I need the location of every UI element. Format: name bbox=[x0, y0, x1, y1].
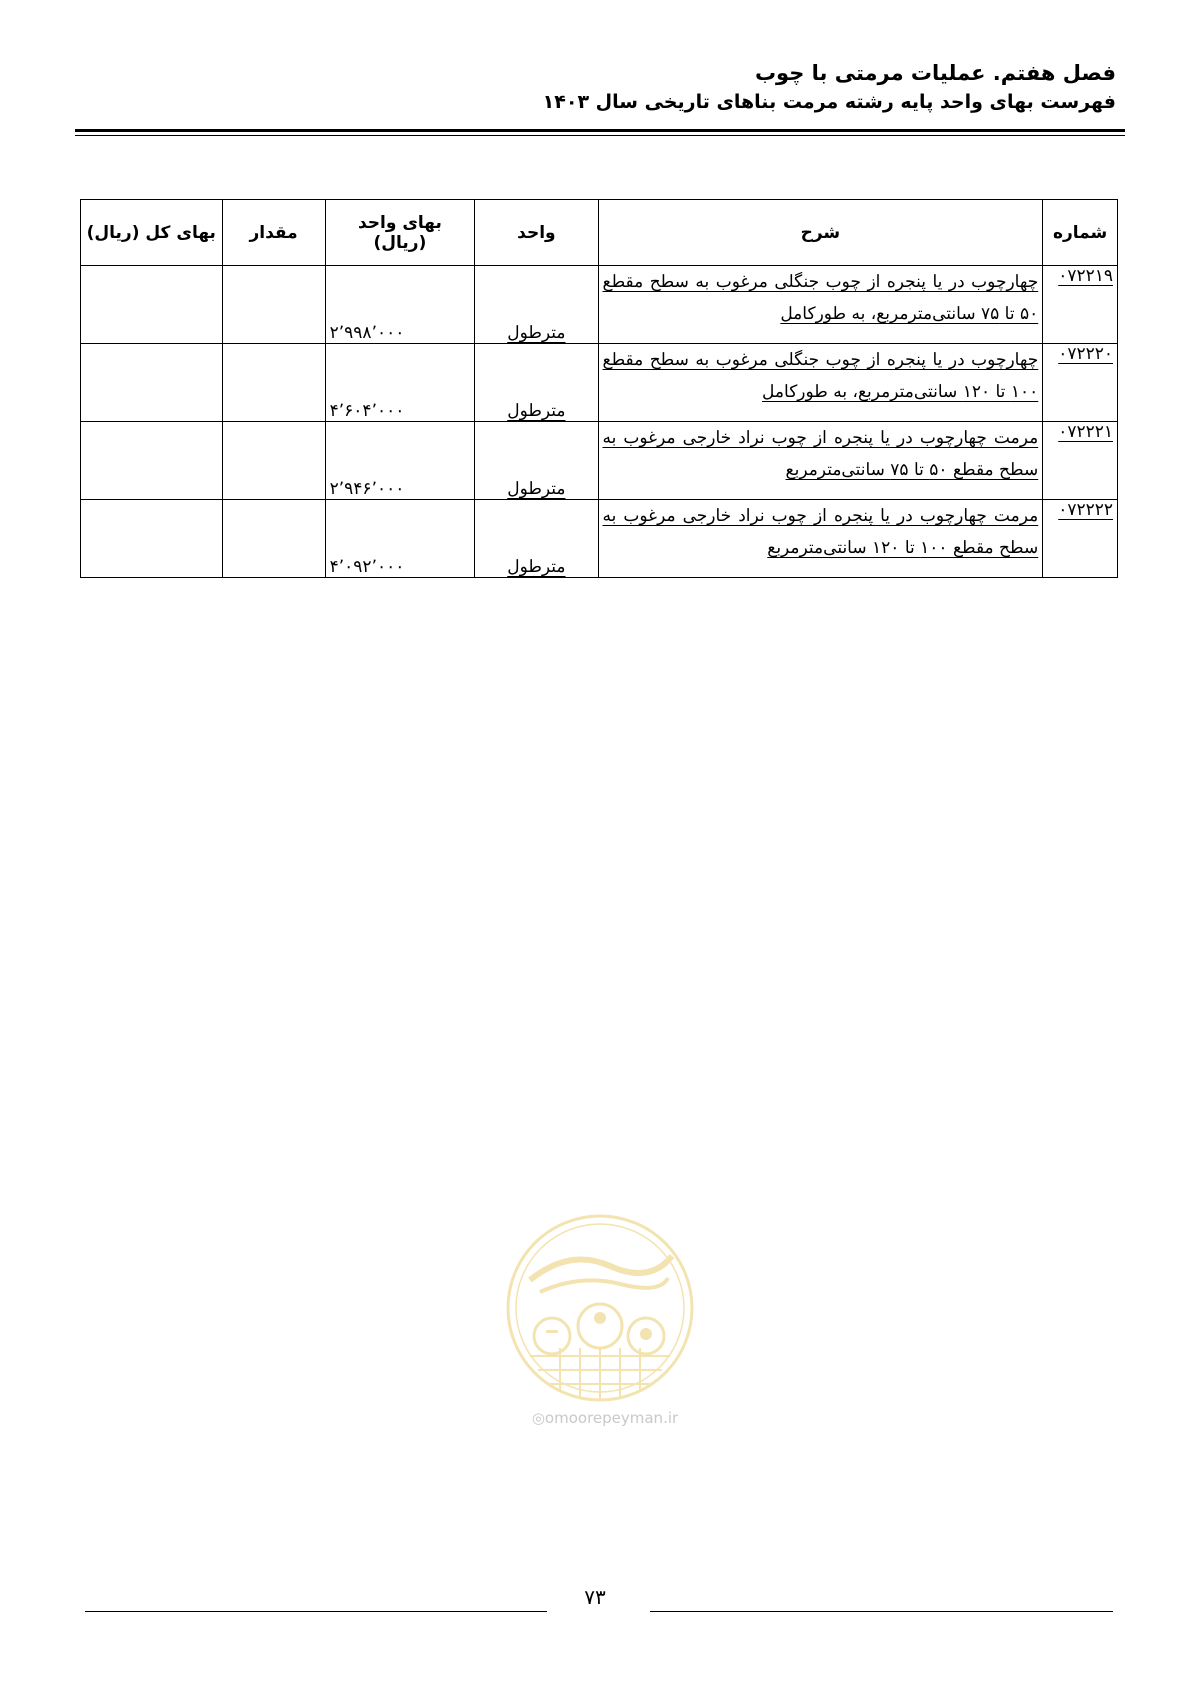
header-total-price: بهای کل (ریال) bbox=[81, 200, 223, 266]
item-number-cell bbox=[1043, 422, 1118, 500]
page-header bbox=[75, 58, 1116, 116]
item-description[interactable]: مرمت چهارچوب در یا پنجره از چوب نراد خارجی مرغوب به سطح مقطع ۵۰ تا ۷۵ سانتی‌مترمربع bbox=[602, 428, 1039, 480]
item-unit-price: ۲٬۹۴۶٬۰۰۰ bbox=[325, 422, 475, 500]
header-unit: واحد bbox=[475, 200, 598, 266]
chapter-title: فصل هفتم. عملیات مرمتی با چوب bbox=[754, 61, 1116, 85]
item-unit-cell bbox=[475, 500, 598, 578]
item-number-cell bbox=[1043, 344, 1118, 422]
item-description[interactable]: مرمت چهارچوب در یا پنجره از چوب نراد خارجی مرغوب به سطح مقطع ۱۰۰ تا ۱۲۰ سانتی‌مترمربع bbox=[602, 506, 1039, 558]
header-number: شماره bbox=[1043, 200, 1118, 266]
item-total-price bbox=[81, 422, 223, 500]
watermark-logo bbox=[500, 1208, 700, 1408]
globe-icon: ◎ bbox=[531, 1409, 545, 1427]
item-unit-cell bbox=[475, 422, 598, 500]
header-quantity: مقدار bbox=[222, 200, 325, 266]
item-unit-cell bbox=[475, 266, 598, 344]
item-quantity bbox=[222, 422, 325, 500]
table-row bbox=[81, 266, 1118, 344]
item-total-price bbox=[81, 266, 223, 344]
item-number[interactable]: ۰۷۲۲۲۱ bbox=[1058, 422, 1113, 442]
item-number[interactable]: ۰۷۲۲۲۰ bbox=[1058, 344, 1113, 364]
table-row bbox=[81, 344, 1118, 422]
item-description[interactable]: چهارچوب در یا پنجره از چوب جنگلی مرغوب به سطح مقطع ۵۰ تا ۷۵ سانتی‌مترمربع، به طورکامل bbox=[602, 272, 1039, 324]
header-description: شرح bbox=[598, 200, 1043, 266]
item-description-cell bbox=[598, 500, 1043, 578]
item-unit[interactable]: مترطول bbox=[507, 557, 566, 577]
item-unit[interactable]: مترطول bbox=[507, 479, 566, 499]
watermark-site bbox=[510, 1409, 700, 1427]
price-table bbox=[80, 199, 1118, 578]
item-quantity bbox=[222, 500, 325, 578]
footer-rule-right bbox=[650, 1611, 1113, 1612]
item-unit[interactable]: مترطول bbox=[507, 401, 566, 421]
header-rule-thin bbox=[75, 135, 1125, 136]
item-number-cell bbox=[1043, 500, 1118, 578]
item-description-cell bbox=[598, 344, 1043, 422]
item-total-price bbox=[81, 344, 223, 422]
item-number[interactable]: ۰۷۲۲۲۲ bbox=[1058, 500, 1113, 520]
item-total-price bbox=[81, 500, 223, 578]
item-unit-price: ۴٬۶۰۴٬۰۰۰ bbox=[325, 344, 475, 422]
table-row bbox=[81, 422, 1118, 500]
item-unit-price: ۴٬۰۹۲٬۰۰۰ bbox=[325, 500, 475, 578]
header-unit-price: بهای واحد (ریال) bbox=[325, 200, 475, 266]
item-quantity bbox=[222, 344, 325, 422]
footer-rule-left bbox=[85, 1611, 547, 1612]
page-number: ۷۳ bbox=[584, 1585, 606, 1609]
item-description-cell bbox=[598, 266, 1043, 344]
item-unit-price: ۲٬۹۹۸٬۰۰۰ bbox=[325, 266, 475, 344]
item-quantity bbox=[222, 266, 325, 344]
item-unit[interactable]: مترطول bbox=[507, 323, 566, 343]
item-description-cell bbox=[598, 422, 1043, 500]
item-number-cell bbox=[1043, 266, 1118, 344]
item-unit-cell bbox=[475, 344, 598, 422]
item-description[interactable]: چهارچوب در یا پنجره از چوب جنگلی مرغوب به سطح مقطع ۱۰۰ تا ۱۲۰ سانتی‌مترمربع، به طورکامل bbox=[602, 350, 1039, 402]
header-rule-thick bbox=[75, 129, 1125, 132]
item-number[interactable]: ۰۷۲۲۱۹ bbox=[1058, 266, 1113, 286]
table-row bbox=[81, 500, 1118, 578]
price-list-title: فهرست بهای واحد پایه رشته مرمت بناهای تاریخی سال ۱۴۰۳ bbox=[542, 91, 1116, 113]
table-header-row bbox=[81, 200, 1118, 266]
watermark-url: omoorepeyman.ir bbox=[544, 1409, 679, 1427]
